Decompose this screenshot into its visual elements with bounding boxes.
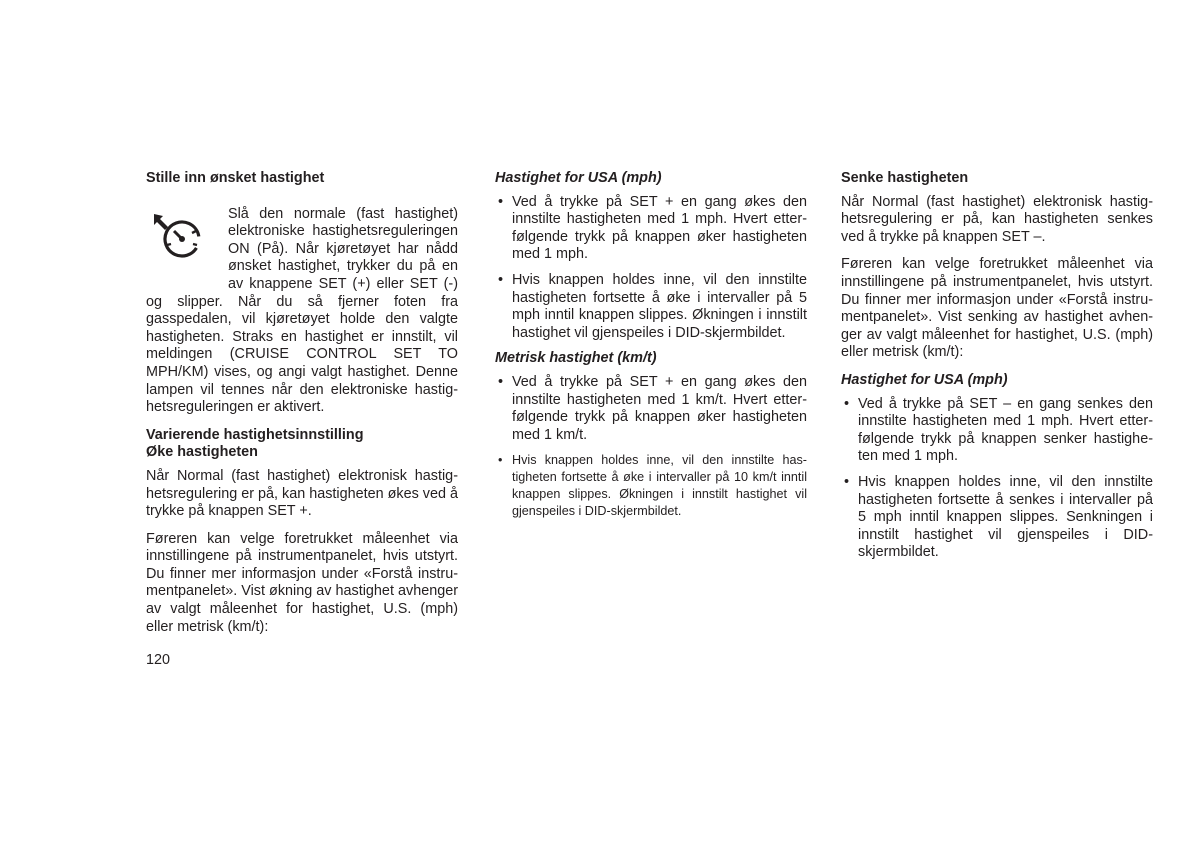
heading-varying-speed: Varierende hastighetsinnstilling xyxy=(146,426,364,443)
heading-increase-speed: Øke hastigheten xyxy=(146,444,258,461)
bullet-list-metric xyxy=(495,374,807,520)
heading-usa-speed: Hastighet for USA (mph) xyxy=(495,170,662,186)
page-number: 120 xyxy=(146,652,171,668)
cruise-control-speedometer-icon xyxy=(146,208,228,286)
left-column xyxy=(146,170,458,646)
paragraph-set-speed: Slå den normale (fast hastighet) elektroniske hastighetsreguleringen ON (På). Når kjøretøyet har nådd ønsket hastighet, trykker du på en av knappene SET (+) eller SET (-) og slipper. Når du så fjerner foten fra gasspedalen, vil kjøretøyet holde den valgte hastigheten. Straks en hastighet er innstilt, vil meldingen (CRUISE CONTROL SET TO MPH/KM) vises, og angi valgt hastighet. Denne lampen vil tennes når den elektroniske hastighetsreguleringen er aktivert. xyxy=(146,205,458,416)
right-column xyxy=(841,170,1153,570)
heading-set-speed: Stille inn ønsket hastighet xyxy=(146,170,325,186)
heading-usa-speed: Hastighet for USA (mph) xyxy=(841,371,1008,388)
paragraph-unit-selection: Føreren kan velge foretrukket måleenhet via innstillingene på instrumentpanelet, hvis utstyrt. Du finner mer informasjon under «Forstå instrumentpanelet». Vist økning av hastighet avhenger av valgt måleenhet for hastighet, U.S. (mph) eller metrisk (km/t): xyxy=(146,530,458,635)
middle-column xyxy=(495,170,807,528)
heading-metric-speed: Metrisk hastighet (km/t) xyxy=(495,350,657,367)
list-item: • Hvis knappen holdes inne, vil den innstilte hastigheten fortsette å øke i intervaller på 10 km/t inntil knappen slippes. Økningen i innstilt hastighet vil gjenspeiles i DID-skjermbildet. xyxy=(495,452,807,520)
paragraph-decrease-speed: Når Normal (fast hastighet) elektronisk hastighetsregulering er på, kan hastigheten senkes ved å trykke på knappen SET –. xyxy=(841,193,1153,245)
list-item: • Ved å trykke på SET – en gang senkes den innstilte hastigheten med 1 mph. Hvert etterfølgende trykk på knappen senker hastigheten med 1 mph. xyxy=(841,396,1153,466)
paragraph-increase-speed: Når Normal (fast hastighet) elektronisk hastighetsregulering er på, kan hastigheten økes ved å trykke på knappen SET +. xyxy=(146,467,458,520)
list-item: • Ved å trykke på SET + en gang økes den innstilte hastigheten med 1 km/t. Hvert etterfølgende trykk på knappen øker hastigheten med 1 km/t. xyxy=(495,374,807,444)
list-item: • Hvis knappen holdes inne, vil den innstilte hastigheten fortsette å øke i intervaller på 5 mph inntil knappen slippes. Økningen i innstilt hastighet vil gjenspeiles i DID-skjermbildet. xyxy=(495,272,807,342)
bullet-list-usa xyxy=(495,194,807,343)
heading-decrease-speed: Senke hastigheten xyxy=(841,170,969,186)
bullet-list-decrease xyxy=(841,396,1153,562)
list-item: • Hvis knappen holdes inne, vil den innstilte hastigheten fortsette å senkes i intervaller på 5 mph inntil knappen slippes. Senkningen i innstilt hastighet vil gjenspeiles i DID-skjermbildet. xyxy=(841,474,1153,562)
list-item: • Ved å trykke på SET + en gang økes den innstilte hastigheten med 1 mph. Hvert etterfølgende trykk på knappen øker hastigheten med 1 mph. xyxy=(495,194,807,264)
paragraph-unit-selection: Føreren kan velge foretrukket måleenhet via innstillingene på instrumentpanelet, hvis utstyrt. Du finner mer informasjon under «Forstå instrumentpanelet». Vist senking av hastighet avhenger av valgt måleenhet for hastighet, U.S. (mph) eller metrisk (km/t): xyxy=(841,256,1153,361)
